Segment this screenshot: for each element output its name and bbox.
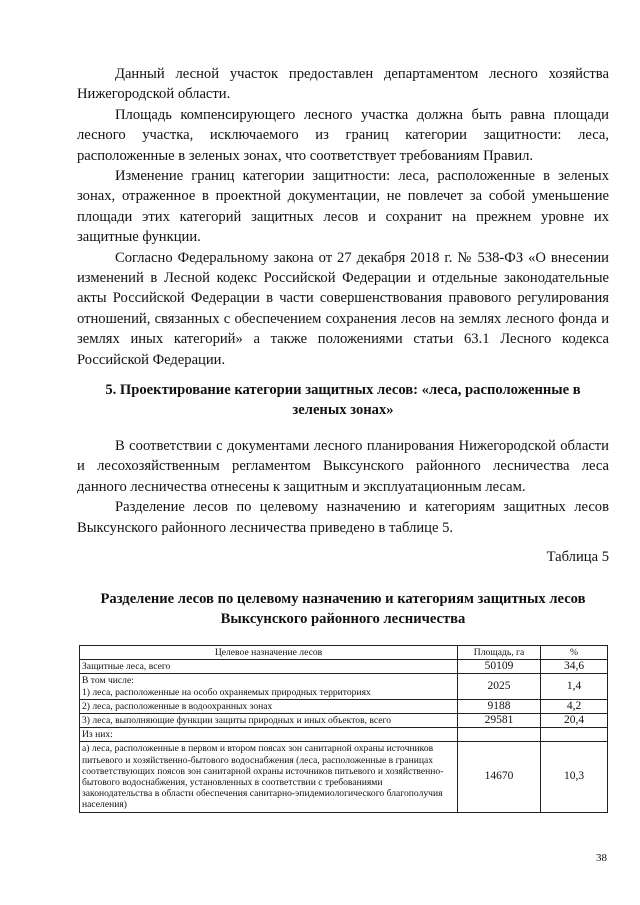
row-purpose: В том числе: 1) леса, расположенные на особо охраняемых природных территориях — [80, 674, 458, 699]
paragraph: В соответствии с документами лесного планирования Нижегородской области и лесохозяйственным регламентом Выксунского районного лесничества леса данного лесничества отнесены к защитным и эксплуатационным лесам. — [77, 438, 609, 495]
table-label: Таблица 5 — [546, 549, 609, 565]
table-row — [80, 714, 608, 728]
table-title: Разделение лесов по целевому назначению и категориям защитных лесов Выксунского районного лесничества — [100, 591, 586, 627]
table-row — [80, 728, 608, 742]
forest-purpose-table — [79, 645, 608, 813]
section5-text — [77, 436, 609, 538]
row-area: 50109 — [458, 660, 541, 674]
row-area: 29581 — [458, 714, 541, 728]
row-area: 9188 — [458, 699, 541, 713]
table-row — [80, 742, 608, 812]
intro-text — [77, 64, 609, 370]
row-percent — [541, 728, 608, 742]
row-percent: 34,6 — [541, 660, 608, 674]
row-area: 14670 — [458, 742, 541, 812]
header-percent: % — [541, 646, 608, 660]
row-percent: 4,2 — [541, 699, 608, 713]
row-area — [458, 728, 541, 742]
header-purpose: Целевое назначение лесов — [80, 646, 458, 660]
row-percent: 20,4 — [541, 714, 608, 728]
section-heading: 5. Проектирование категории защитных лесов: «леса, расположенные в зеленых зонах» — [105, 382, 581, 418]
paragraph: Разделение лесов по целевому назначению и категориям защитных лесов Выксунского районного лесничества приведено в таблице 5. — [77, 499, 609, 536]
table-row — [80, 674, 608, 699]
paragraph: Согласно Федеральному закона от 27 декабря 2018 г. № 538-ФЗ «О внесении изменений в Лесной кодекс Российской Федерации и отдельные законодательные акты Российской Федерации в части совершенствования правового регулирования отношений, связанных с обеспечением сохранения лесов на землях лесного фонда и землях иных категорий» а также положениями статьи 63.1 Лесного кодекса Российской Федерации. — [77, 249, 609, 368]
paragraph: Площадь компенсирующего лесного участка должна быть равна площади лесного участка, исключаемого из границ категории защитности: леса, расположенные в зеленых зонах, что соответствует требованиям Правил. — [77, 106, 609, 164]
table-header-row — [80, 646, 608, 660]
paragraph: Данный лесной участок предоставлен департаментом лесного хозяйства Нижегородской области. — [77, 66, 609, 103]
table-row — [80, 660, 608, 674]
row-purpose: Из них: — [80, 728, 458, 742]
row-purpose: а) леса, расположенные в первом и втором поясах зон санитарной охраны источников питьевого и хозяйственно-бытового водоснабжения (леса, расположенные в границах соответствующих поясов зон санитарной охраны источников питьевого и хозяйственно-бытового водоснабжения, установленных в соответствии с требованиями законодательства в области обеспечения санитарно-эпидемиологического благополучия населения) — [80, 742, 458, 812]
row-area: 2025 — [458, 674, 541, 699]
row-purpose: 2) леса, расположенные в водоохранных зонах — [80, 699, 458, 713]
row-purpose: Защитные леса, всего — [80, 660, 458, 674]
page-number: 38 — [596, 852, 607, 864]
header-area: Площадь, га — [458, 646, 541, 660]
row-percent: 10,3 — [541, 742, 608, 812]
paragraph: Изменение границ категории защитности: леса, расположенные в зеленых зонах, отраженное в проектной документации, не повлечет за собой уменьшение площади этих категорий защитных лесов и сохранит на прежнем уровне их защитные функции. — [77, 168, 609, 246]
table-row — [80, 699, 608, 713]
row-percent: 1,4 — [541, 674, 608, 699]
row-purpose: 3) леса, выполняющие функции защиты природных и иных объектов, всего — [80, 714, 458, 728]
